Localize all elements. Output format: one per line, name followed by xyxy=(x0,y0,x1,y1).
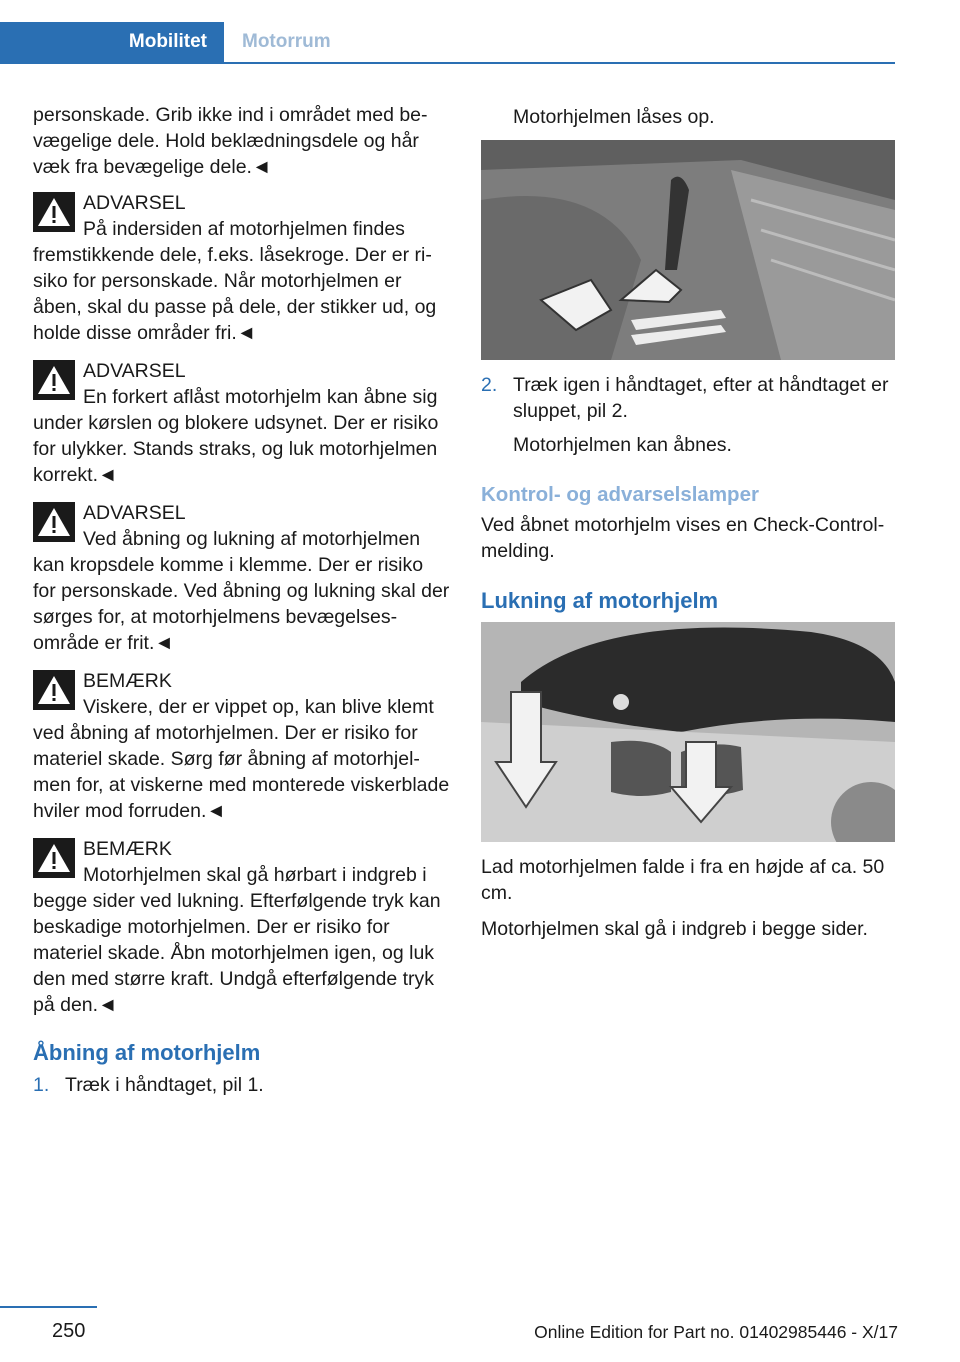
notice-title: BEMÆRK xyxy=(83,670,172,692)
notice-body: Motorhjelmen skal gå hørbart i indgreb i begge sider ved lukning. Efterfølgende tryk kan beskadige motorhjelmen. Der er risiko for materiel skade. Åbn motorhjelmen igen, og luk den med større kraft. Undgå efterfølgende tryk på den.◄ xyxy=(33,864,441,1016)
intro-paragraph: personskade. Grib ikke ind i området med bevægelige dele. Hold beklædningsdele og hår væk fra bevægelige dele.◄ xyxy=(33,104,428,178)
list-text: Træk igen i håndtaget, efter at håndtaget er sluppet, pil 2. xyxy=(513,374,889,422)
step-result: Motorhjelmen låses op. xyxy=(513,106,715,128)
section-title-lamps: Kontrol- og advarselslamper xyxy=(481,483,759,506)
footer-rule xyxy=(0,1306,97,1308)
warning-body: En forkert aflåst motorhjelm kan åbne sig under kørslen og blokere udsynet. Der er risiko for ulykker. Stands straks, og luk motorhjelmen korrekt.◄ xyxy=(33,386,439,486)
warning-triangle-icon xyxy=(33,670,75,710)
page-number: 250 xyxy=(52,1320,86,1342)
warning-body: På indersiden af motorhjelmen findes fremstikkende dele, f.eks. låsekroge. Der er risiko for personskade. Når motorhjelmen er åben, skal du passe på dele, der stikker ud, og holde disse områder fri.◄ xyxy=(33,218,437,344)
hood-release-photo xyxy=(481,140,895,360)
list-number: 1. xyxy=(33,1074,50,1096)
warning-triangle-icon xyxy=(33,838,75,878)
section-title-closing: Lukning af motorhjelm xyxy=(481,588,719,613)
warning-body: Ved åbning og lukning af motorhjelmen kan kropsdele komme i klemme. Der er risiko for personskade. Ved åbning og lukning skal der sørges for, at motorhjelmens bevægelsesområde er frit.◄ xyxy=(33,528,450,654)
chapter-tabs xyxy=(0,22,895,64)
warning-triangle-icon xyxy=(33,192,75,232)
section-title-opening: Åbning af motorhjelm xyxy=(33,1040,261,1065)
warning-title: ADVARSEL xyxy=(83,502,186,524)
list-item xyxy=(481,372,899,424)
warning-title: ADVARSEL xyxy=(83,192,186,214)
notice-title: BEMÆRK xyxy=(83,838,172,860)
warning-block xyxy=(33,190,451,346)
warning-triangle-icon xyxy=(33,502,75,542)
notice-body: Viskere, der er vippet op, kan blive klemt ved åbning af motorhjelmen. Der er risiko for materiel skade. Sørg før åbning af motorhjelmen for, at viskerne med monterede viskerblade hviler mod forruden.◄ xyxy=(33,696,450,822)
right-column xyxy=(481,104,899,952)
closing-paragraph-1: Lad motorhjelmen falde i fra en højde af ca. 50 cm. xyxy=(481,856,885,904)
edition-footer: Online Edition for Part no. 01402985446 - X/17 xyxy=(534,1322,898,1342)
left-column xyxy=(33,102,451,1106)
tab-mobilitet[interactable]: Mobilitet xyxy=(0,22,224,62)
notice-block xyxy=(33,668,451,824)
warning-block xyxy=(33,500,451,656)
warning-block xyxy=(33,358,451,488)
step-result: Motorhjelmen kan åbnes. xyxy=(513,434,732,456)
warning-triangle-icon xyxy=(33,360,75,400)
list-text: Træk i håndtaget, pil 1. xyxy=(65,1074,264,1096)
list-item xyxy=(33,1072,451,1098)
hood-closing-photo xyxy=(481,622,895,842)
notice-block xyxy=(33,836,451,1018)
warning-title: ADVARSEL xyxy=(83,360,186,382)
lamps-paragraph: Ved åbnet motorhjelm vises en Check-Control-melding. xyxy=(481,514,885,562)
tab-motorrum[interactable]: Motorrum xyxy=(242,31,331,52)
closing-paragraph-2: Motorhjelmen skal gå i indgreb i begge sider. xyxy=(481,918,868,940)
list-number: 2. xyxy=(481,374,498,396)
